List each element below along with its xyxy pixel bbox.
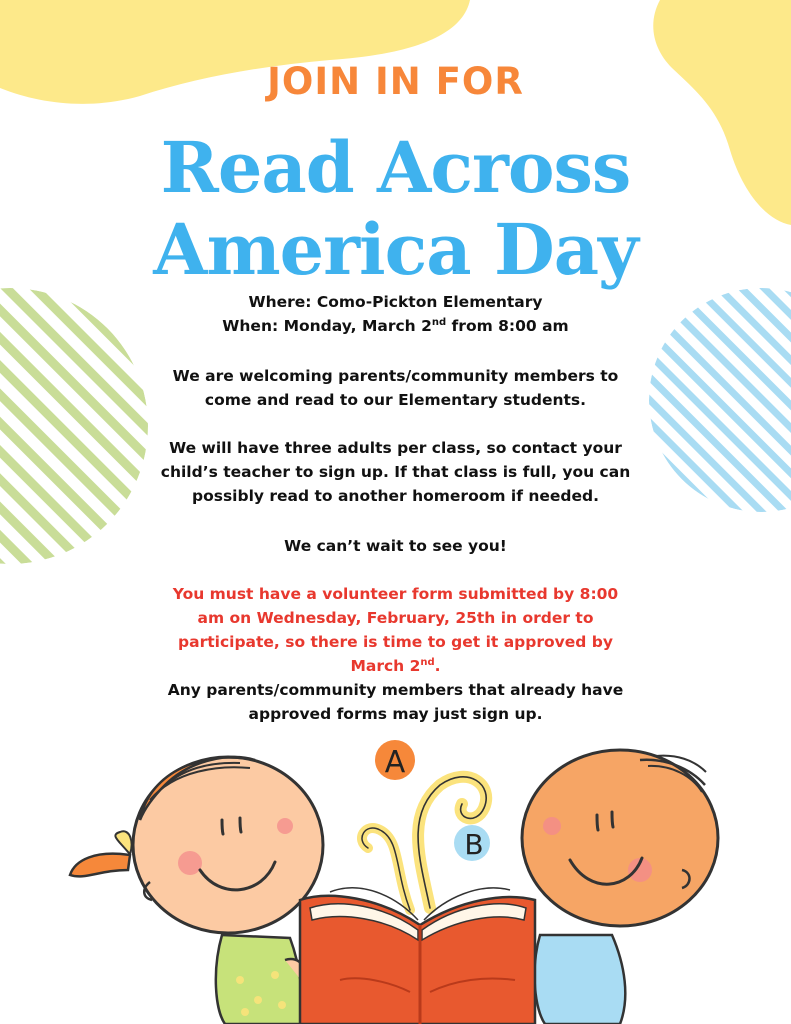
title-line-1: Read Across [160,126,631,209]
kicker-heading: JOIN IN FOR [267,60,524,103]
signup-line-2: child’s teacher to sign up. If that class is full, you can [160,463,631,481]
letter-a: A [384,745,406,780]
event-date: When: Monday, March 2nd from 8:00 am [222,316,569,335]
welcome-line-2: come and read to our Elementary students. [204,391,587,409]
notice-line-4: March 2nd. [350,656,441,675]
notice-line-3: participate, so there is time to get it approved by [178,633,613,651]
title-line-2: America Day [153,208,638,291]
closing-line: We can’t wait to see you! [284,537,507,555]
open-book [300,888,535,1024]
kids-reading-illustration [0,730,791,1024]
event-location: Where: Como-Pickton Elementary [248,293,543,311]
notice-line-2: am on Wednesday, February, 25th in order to [197,609,594,627]
approved-line-2: approved forms may just sign up. [248,705,543,723]
letter-b: B [464,828,484,861]
signup-line-1: We will have three adults per class, so contact your [169,439,622,457]
approved-line-1: Any parents/community members that already have [167,681,624,699]
signup-line-3: possibly read to another homeroom if needed. [191,487,600,505]
notice-line-1: You must have a volunteer form submitted by 8:00 [172,585,619,603]
girl-character [70,757,323,1024]
welcome-line-1: We are welcoming parents/community members to [172,367,619,385]
